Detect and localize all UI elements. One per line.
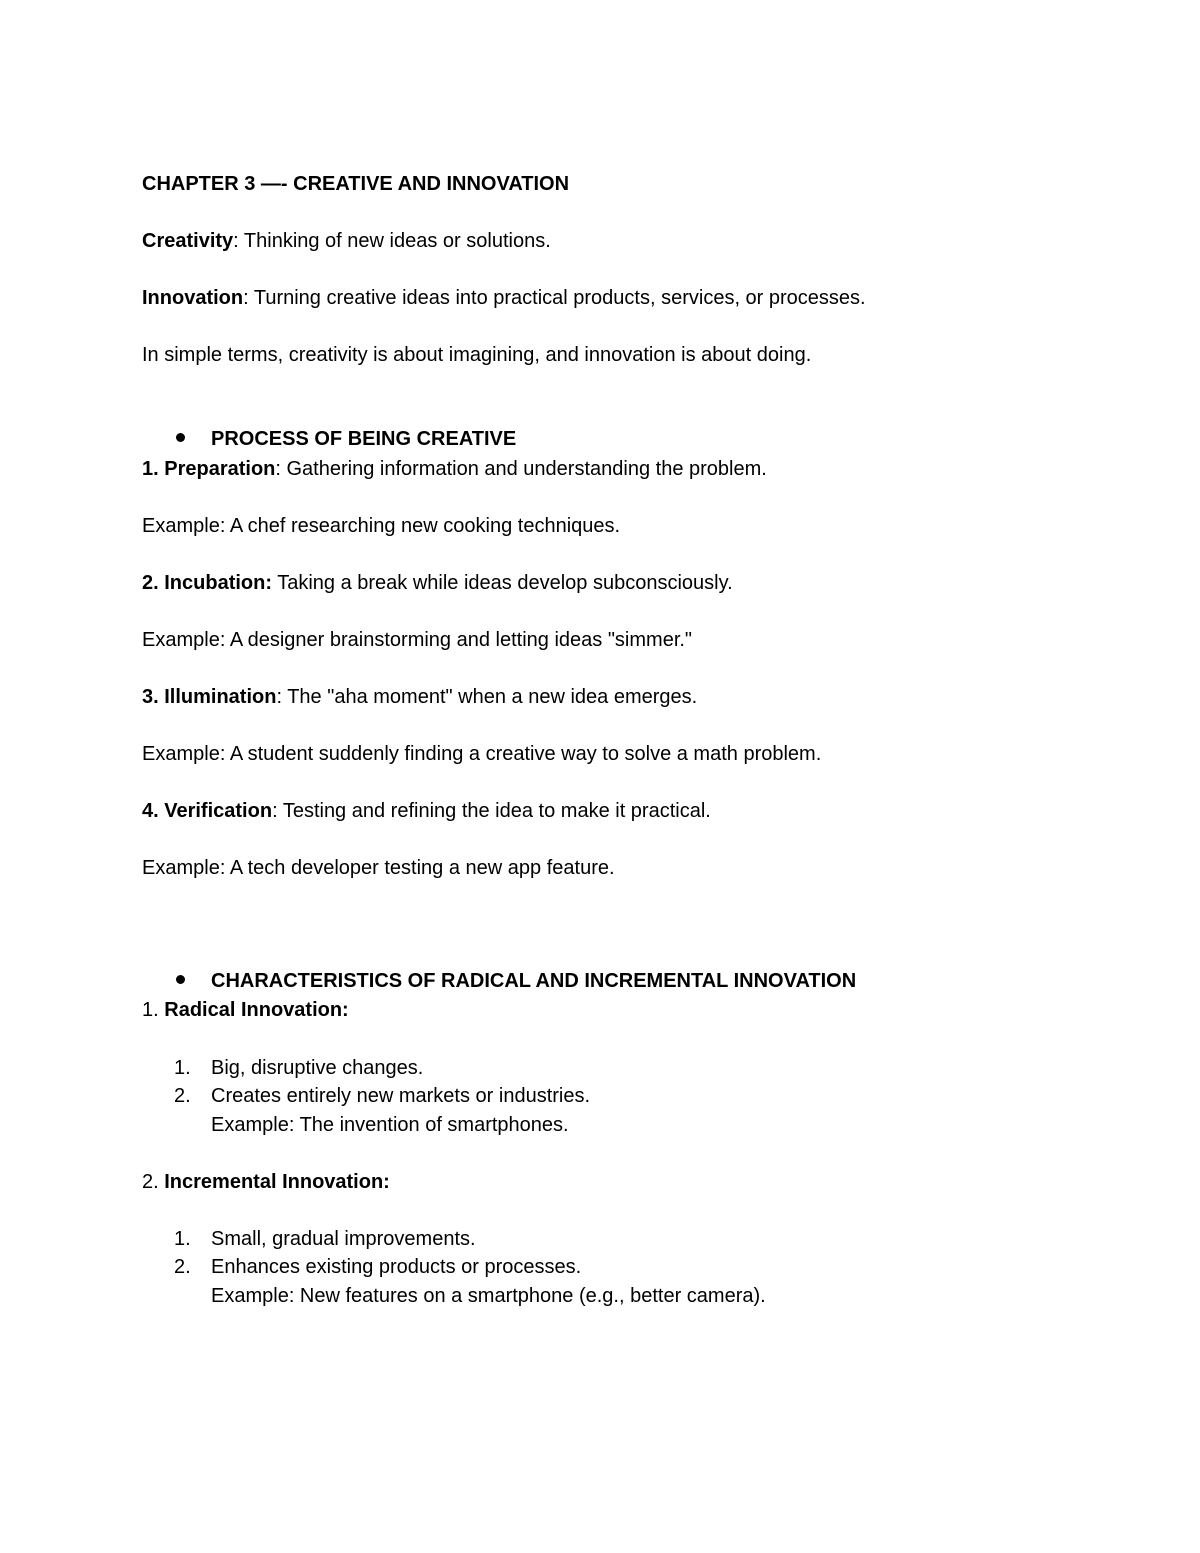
incremental-innovation-heading: [142, 1170, 390, 1194]
process-heading-text: PROCESS OF BEING CREATIVE: [211, 428, 517, 450]
step-preparation: [142, 457, 767, 481]
list-item: [174, 1227, 476, 1251]
list-number: 1.: [174, 1057, 191, 1079]
type-name: Incremental Innovation:: [164, 1171, 390, 1193]
step-example: Example: A designer brainstorming and letting ideas "simmer.": [142, 629, 693, 651]
step-text: : Testing and refining the idea to make it practical.: [272, 800, 711, 822]
radical-innovation-heading: [142, 998, 349, 1022]
characteristics-heading-text: CHARACTERISTICS OF RADICAL AND INCREMENTAL INNOVATION: [211, 970, 857, 992]
step-verification: [142, 799, 711, 823]
list-text: Creates entirely new markets or industries.: [211, 1085, 591, 1107]
step-text: Taking a break while ideas develop subconsciously.: [272, 572, 733, 594]
type-name: Radical Innovation:: [164, 999, 349, 1021]
bullet-icon: [176, 433, 185, 442]
innovation-text: : Turning creative ideas into practical products, services, or processes.: [243, 287, 866, 309]
list-text: Small, gradual improvements.: [211, 1228, 476, 1250]
list-item: [174, 1255, 581, 1279]
list-number: 2.: [174, 1256, 191, 1278]
list-text: Big, disruptive changes.: [211, 1057, 424, 1079]
creativity-term: Creativity: [142, 230, 234, 252]
type-prefix: 1.: [142, 999, 165, 1021]
step-example: Example: A chef researching new cooking techniques.: [142, 515, 621, 537]
step-term: 1. Preparation: [142, 458, 276, 480]
summary-text: In simple terms, creativity is about imagining, and innovation is about doing.: [142, 344, 812, 366]
type-prefix: 2.: [142, 1171, 165, 1193]
bullet-icon: [176, 975, 185, 984]
step-incubation: [142, 571, 733, 595]
step-term: 3. Illumination: [142, 686, 277, 708]
characteristics-heading: [176, 969, 856, 993]
process-heading: [176, 427, 516, 451]
step-term: 4. Verification: [142, 800, 273, 822]
list-text: Enhances existing products or processes.: [211, 1256, 582, 1278]
innovation-definition: [142, 286, 866, 310]
incremental-example: Example: New features on a smartphone (e.g., better camera).: [211, 1285, 766, 1307]
radical-example: Example: The invention of smartphones.: [211, 1114, 569, 1136]
step-example: Example: A tech developer testing a new app feature.: [142, 857, 615, 879]
creativity-definition: [142, 229, 551, 253]
step-term: 2. Incubation:: [142, 572, 272, 594]
list-item: [174, 1056, 423, 1080]
creativity-text: : Thinking of new ideas or solutions.: [233, 230, 551, 252]
step-example: Example: A student suddenly finding a creative way to solve a math problem.: [142, 743, 822, 765]
list-number: 1.: [174, 1228, 191, 1250]
chapter-title: CHAPTER 3 —- CREATIVE AND INNOVATION: [142, 173, 570, 195]
list-number: 2.: [174, 1085, 191, 1107]
step-text: : The "aha moment" when a new idea emerges.: [276, 686, 698, 708]
innovation-term: Innovation: [142, 287, 244, 309]
list-item: [174, 1084, 590, 1108]
step-text: : Gathering information and understanding the problem.: [275, 458, 767, 480]
step-illumination: [142, 685, 697, 709]
